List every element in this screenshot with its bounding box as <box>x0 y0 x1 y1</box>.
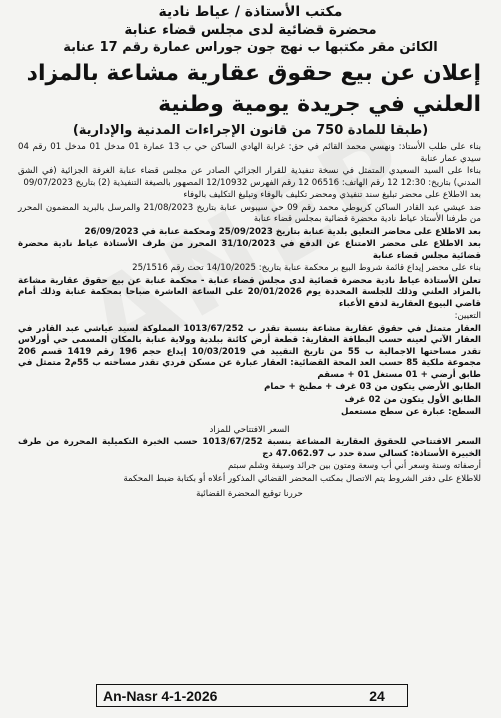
paragraph: تعلن الأستاذة عياط نادية محضرة قضائية لدى مجلس قضاء عنابة - محكمة عنابة عن بيع حقوق عقارية مشاعة بالمزاد العلني وذلك للجلسة المحددة يوم 20/01/2026 على الساعة العاشرة صباحا بمحكمة عنابة وذلك أمام قاضي البيوع العقارية لدفع الأعباء <box>18 275 481 309</box>
paragraph: بناءا على السيد السعيدي المتمثل في نسخة تنفيذية للقرار الجزائي الصادر عن مجلس قضاء عنابة الغرفة الجزائية (في الشق المدني) بتاريخ: 12:30 12 رقم الهاتف: 06516 12 رقم الفهرس 12/10932 المصهور بالصيغة التنفيذية (2) بتاريخ 09/07/2023 <box>18 166 481 188</box>
paragraph: العقار متمثل في حقوق عقارية مشاعة بنسبة تقدر ب 1013/67/252 المملوكة لسيد عياشي عبد القادر في العقار الآتي لعينه حسب البطاقة العقارية: قطعة أرض كائنة ببلدية وولاية عنابة بالمكان المسمى حي أورلاس تقدر مساحتها الاجمالية ب 55 من تاريخ التقييد في 10/03/2019 إيداع حجم 196 رقم 1419 قسم 206 مجموعة ملكية 85 حسب العد المحة القضائية: العقار عبارة عن مسكن فردي تقدر مساحته ب 55م2 متمثل في طابق أرضي + 01 مستغل 01 + مسقم <box>18 323 482 380</box>
notice-title: إعلان عن بيع حقوق عقارية مشاعة بالمزاد العلني في جريدة يومية وطنية <box>26 61 481 117</box>
page-footer <box>96 684 408 707</box>
paragraph: الطابق الأرضي يتكون من 03 غرف + مطبخ + حمام <box>264 382 481 392</box>
paragraph: بعد الاطلاع على محضر تبليغ سند تنفيذي ومحضر تكليف بالوفاء وتبليغ التكليف بالوفاء <box>183 190 481 200</box>
price-paragraph: أرصفاته وسنة وسعر أني أب وسعة ومتون بين جرائد وسيفة وشلم سبتم <box>227 461 481 471</box>
paragraph: السطح: عبارة عن سطح مستعمل <box>341 407 481 417</box>
price-heading: السعر الافتتاحي للمزاد <box>209 424 290 435</box>
paragraph: ضد عيشي عبد القادر الساكن كريوطي محمد رقم 09 حي سيبوس عنابة بتاريخ 21/08/2023 والمرسل بالبريد المضمون المحرر من طرفنا الأستاذ عياط نادية محضرة قضائية بمجلس قضاء عنابة <box>18 202 482 224</box>
paragraph: بناء على طلب الأستاذ: ونهسي محمد القائم في حق: غرابة الهادي الساكن حي ب 13 عمارة 01 مدخل 01 مدخل 01 رقم 04 سيدي عمار عنابة <box>18 142 481 164</box>
paragraph: التعيين: <box>454 311 481 321</box>
page-number: 24 <box>369 687 385 704</box>
paragraph: بعد الاطلاع على محاضر التعليق بلدية عنابة بتاريخ 25/09/2023 ومحكمة عنابة في 26/09/2023 <box>84 226 481 237</box>
paragraph: بناء على محضر إيداع قائمة شروط البيع بر محكمة عنابة بتاريخ: 14/10/2025 تحت رقم 25/1516 <box>132 263 481 273</box>
office-address: الكائن مقر مكتبها ب نهج جون جوراس عمارة رقم 17 عنابة <box>63 40 438 55</box>
office-name: مكتب الأستاذة / عياط نادية <box>158 4 343 20</box>
paragraph: الطابق الأول يتكون من 02 غرف <box>344 394 481 405</box>
publication-date: An-Nasr 4-1-2026 <box>103 687 218 704</box>
notice-body <box>18 142 481 502</box>
signature-line: حررنا توقيع المحضرة القضائية <box>196 489 303 499</box>
price-paragraph: للاطلاع على دفتر الشروط يتم الاتصال بمكتب المحضر القضائي المذكور أعلاه أو بكتابة ضبط المحكمة <box>123 473 481 484</box>
notice-subtitle: (طبقا للمادة 750 من قانون الإجراءات المدنية والإدارية) <box>72 123 429 138</box>
price-paragraph: السعر الافتتاحي للحقوق العقارية المشاعة بنسبة 1013/67/252 حسب الخبرة التكميلية المحررة من طرف الخبيرة الأستاذة: كسالي سدة حدد ب 47.062.97 دج <box>18 437 481 459</box>
court-name: محضرة قضائية لدى مجلس قضاء عنابة <box>124 22 377 38</box>
paragraph: بعد الاطلاع على محضر الامتناع عن الدفع في 31/10/2023 المحرر من طرف الأستاذة عياط نادية محضرة قضائية مجلس قضاء عنابة <box>18 239 481 261</box>
